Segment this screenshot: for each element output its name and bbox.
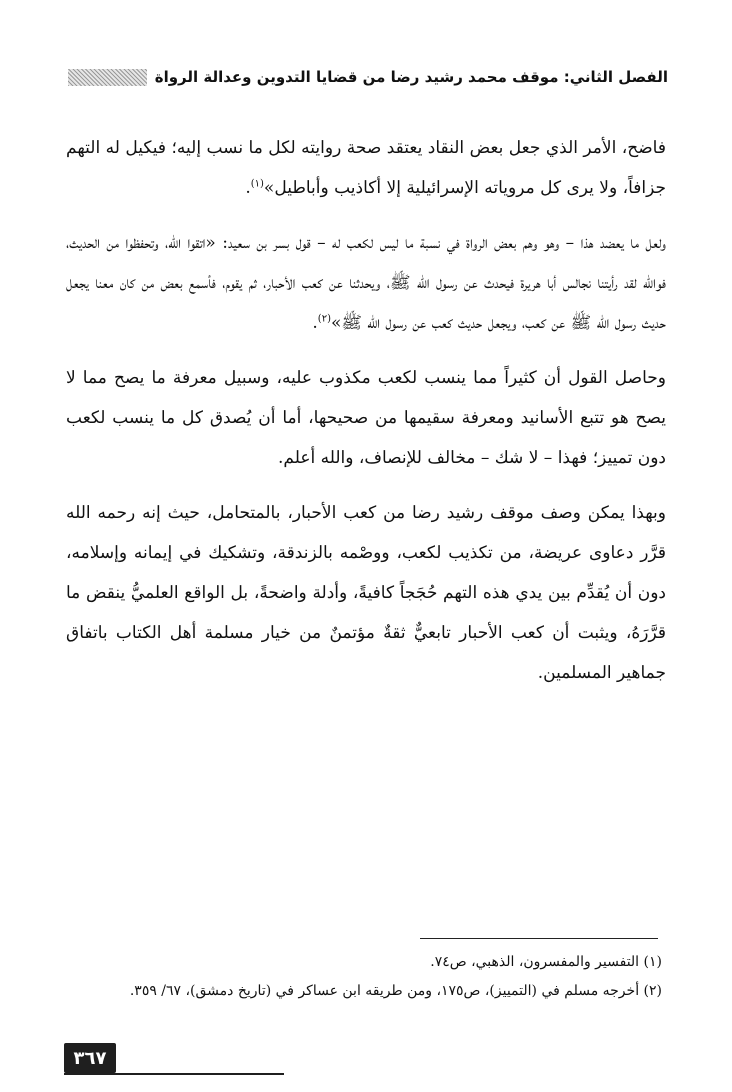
page-footer-rule (64, 1073, 284, 1075)
running-header (68, 62, 668, 92)
footnote: (١) التفسير والمفسرون، الذهبي، ص٧٤. (430, 954, 662, 970)
chapter-title: الفصل الثاني: موقف محمد رشيد رضا من قضايا التدوين وعدالة الرواة (154, 68, 668, 86)
paragraph (66, 128, 666, 208)
footnote-ref: (٢) (317, 313, 331, 325)
paragraph-text: وبهذا يمكن وصف موقف رشيد رضا من كعب الأحبار، بالمتحامل، حيث إنه رحمه الله قرَّر دعاوى عريضة، من تكذيب لكعب، ووصْمه بالزندقة، وتشكيك في إيمانه وإسلامه، دون أن يُقدِّم بين يدي هذه التهم حُجَجاً كافيةً، وأدلة واضحةً، بل الواقع العلميُّ ينقض ما قرَّرَهُ، ويثبت أن كعب الأحبار تابعيٌّ ثقةٌ مؤتمنٌ من خيار مسلمة أهل الكتاب باتفاق جماهير المسلمين. (66, 503, 666, 683)
paragraph-tail: . (245, 178, 251, 198)
footnotes (66, 948, 662, 1006)
footnote-ref: (١) (250, 178, 264, 190)
paragraph (66, 493, 666, 693)
paragraph (66, 358, 666, 478)
paragraph-tail: . (312, 313, 318, 333)
footnote: (٢) أخرجه مسلم في (التمييز)، ص١٧٥، ومن طريقه ابن عساكر في (تاريخ دمشق)، ٦٧/ ٣٥٩. (129, 983, 662, 999)
paragraph-text: ولعل ما يعضد هذا – وهو وهم بعض الرواة في نسبة ما ليس لكعب له – قول بسر بن سعيد: «اتقوا الله، وتحفظوا من الحديث، فوالله لقد رأيتنا نجالس أبا هريرة فيحدث عن رسول الله ﷺ، ويحدثنا عن كعب الأحبار، ثم يقوم، فأسمع بعض من كان معنا يجعل حديث رسول الله ﷺ عن كعب، ويجعل حديث كعب عن رسول الله ﷺ» (66, 233, 666, 333)
body-text (66, 128, 666, 708)
footnote-separator (420, 938, 658, 939)
page-number: ٣٦٧ (64, 1043, 116, 1073)
paragraph-text: وحاصل القول أن كثيراً مما ينسب لكعب مكذوب عليه، وسبيل معرفة ما يصح مما لا يصح هو تتبع الأسانيد ومعرفة سقيمها من صحيحها، أما أن يُصدق كل ما ينسب لكعب دون تمييز؛ فهذا – لا شك – مخالف للإنصاف، والله أعلم. (66, 368, 666, 468)
header-decorative-band (68, 69, 147, 86)
paragraph (66, 223, 666, 343)
paragraph-text: فاضح، الأمر الذي جعل بعض النقاد يعتقد صحة روايته لكل ما نسب إليه؛ فيكيل له التهم جزافاً، ولا يرى كل مروياته الإسرائيلية إلا أكاذيب وأباطيل» (66, 138, 666, 198)
